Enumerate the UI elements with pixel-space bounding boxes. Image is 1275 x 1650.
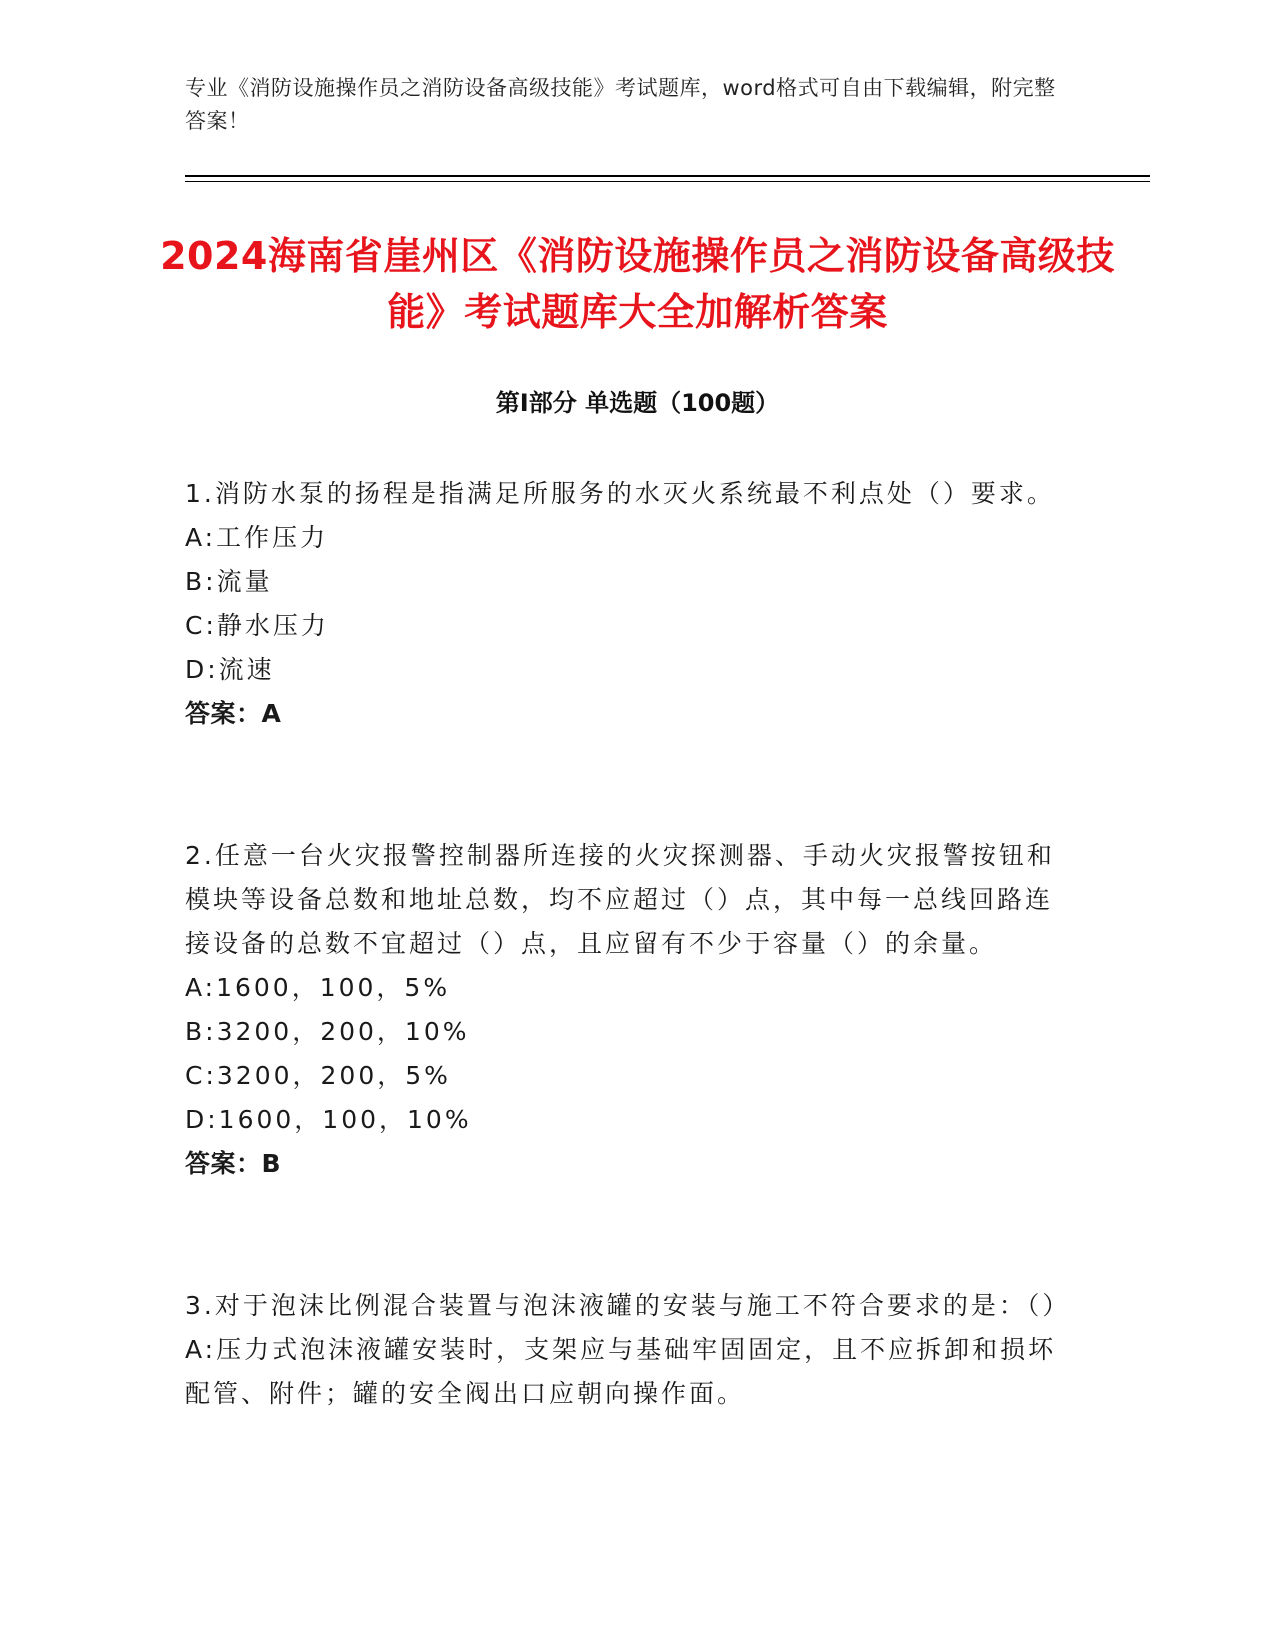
option-d: D:1600，100，10%: [185, 1105, 472, 1134]
question-1: [185, 472, 1065, 736]
option-b: B:3200，200，10%: [185, 1017, 470, 1046]
option-a: A:工作压力: [185, 523, 329, 552]
section-heading: 第I部分 单选题（100题）: [495, 389, 780, 417]
option-b: B:流量: [185, 567, 273, 596]
answer: 答案：B: [185, 1149, 282, 1178]
option-c: C:静水压力: [185, 611, 329, 640]
question-stem: 1.消防水泵的扬程是指满足所服务的水灭火系统最不利点处（）要求。: [185, 479, 1055, 508]
option-a: A:1600，100，5%: [185, 973, 451, 1002]
question-3: [185, 1284, 1071, 1416]
header-divider-thick: [185, 175, 1150, 177]
question-stem: 3.对于泡沫比例混合装置与泡沫液罐的安装与施工不符合要求的是：（）: [185, 1291, 1071, 1320]
question-stem: 2.任意一台火灾报警控制器所连接的火灾探测器、手动火灾报警按钮和模块等设备总数和地址总数，均不应超过（）点，其中每一总线回路连接设备的总数不宜超过（）点，且应留有不少于容量（）的余量。: [185, 841, 1055, 958]
answer: 答案：A: [185, 699, 282, 728]
option-c: C:3200，200，5%: [185, 1061, 451, 1090]
option-a: A:压力式泡沫液罐安装时，支架应与基础牢固固定，且不应拆卸和损坏配管、附件；罐的安全阀出口应朝向操作面。: [185, 1335, 1057, 1408]
option-d: D:流速: [185, 655, 275, 684]
header-note: 专业《消防设施操作员之消防设备高级技能》考试题库，word格式可自由下载编辑，附完整答案！: [185, 76, 1056, 133]
document-title: 2024海南省崖州区《消防设施操作员之消防设备高级技能》考试题库大全加解析答案: [160, 234, 1115, 334]
question-2: [185, 834, 1065, 1186]
header-divider-thin: [185, 181, 1150, 182]
